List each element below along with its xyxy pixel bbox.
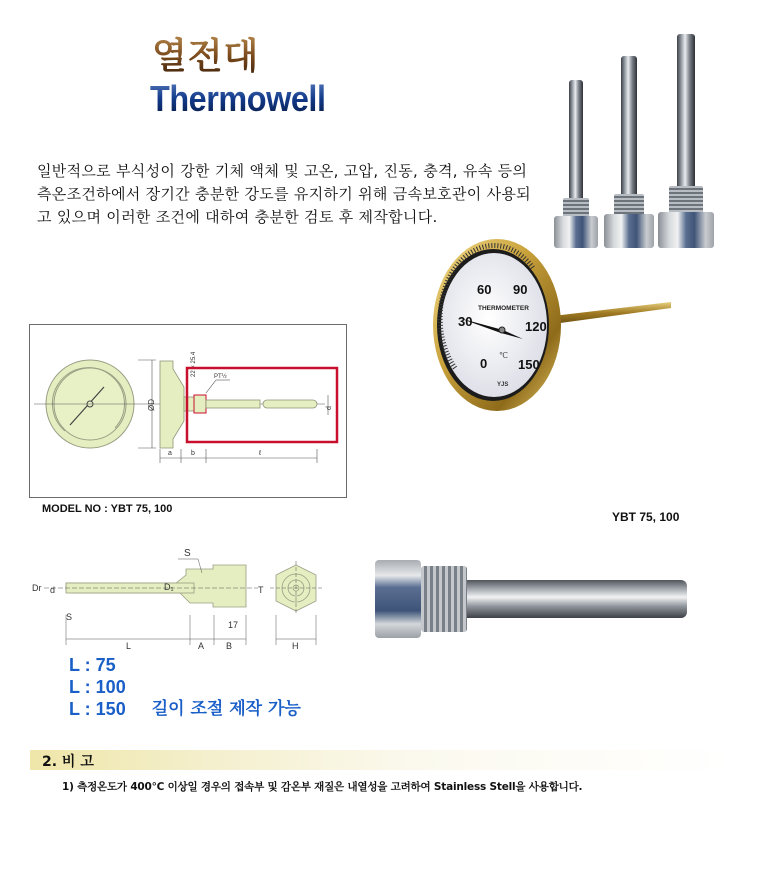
label-l: ℓ — [259, 450, 262, 457]
dimension-drawing-thermowell — [30, 545, 330, 650]
label-a: A — [198, 641, 205, 650]
length-option — [69, 676, 301, 698]
thermometer-photo — [425, 238, 675, 418]
label-b: B — [226, 641, 233, 650]
label-thread: PT½ — [214, 374, 227, 380]
label-17: 17 — [228, 620, 239, 630]
model-number: MODEL NO : YBT 75, 100 — [42, 503, 173, 515]
remarks-item: 1) 측정온도가 400℃ 이상일 경우의 접속부 및 감온부 재질은 내열성을 고려하여 Stainless Stell을 사용합니다. — [62, 781, 583, 793]
label-d-small: d — [50, 585, 56, 595]
thermowell-photo-single — [375, 558, 690, 640]
label-h: H — [292, 641, 299, 650]
scale-30: 30 — [458, 314, 473, 329]
title-korean: 열전대 — [152, 28, 259, 79]
label-t: T — [258, 585, 264, 595]
label-d: d — [326, 406, 333, 410]
label-a: a — [168, 450, 172, 457]
label-l: L — [126, 641, 132, 650]
length-note: 길이 조절 제작 가능 — [151, 699, 301, 719]
thermowell-short — [554, 80, 598, 248]
length-option — [69, 654, 301, 676]
intro-line: 고 있으며 이러한 조건에 대하여 충분한 검토 후 제작합니다. — [37, 208, 438, 226]
dimension-drawing-ybt — [29, 324, 347, 498]
thermowell-long — [658, 34, 714, 248]
brand-logo: YJS — [497, 382, 509, 388]
length-options — [69, 654, 301, 720]
thermowell-photo-group — [548, 30, 718, 250]
scale-90: 90 — [513, 282, 528, 297]
thermowell-medium — [604, 56, 654, 248]
label-dim-vertical: 22 × 25.4 — [191, 351, 197, 377]
title-english: Thermowell — [150, 78, 326, 119]
intro-paragraph — [37, 160, 531, 229]
scale-150: 150 — [518, 357, 540, 372]
remarks-header-bar — [30, 750, 730, 770]
label-dr: Dr — [32, 583, 42, 593]
length-option — [69, 698, 301, 720]
scale-0: 0 — [480, 356, 488, 371]
length-label: L : 100 — [69, 677, 126, 697]
length-label: L : 75 — [69, 655, 116, 675]
intro-line: 측온조건하에서 장기간 충분한 강도를 유지하기 위해 금속보호관이 사용되 — [37, 185, 531, 203]
label-s-bottom: S — [66, 612, 73, 622]
label-b: b — [191, 450, 195, 457]
length-label: L : 150 — [69, 699, 126, 719]
label-diameter: ØD — [147, 399, 156, 411]
face-text: THERMOMETER — [478, 305, 529, 312]
scale-120: 120 — [525, 319, 547, 334]
intro-line: 일반적으로 부식성이 강한 기체 액체 및 고온, 고압, 진동, 충격, 유속 등의 — [37, 162, 528, 180]
remarks-title: 2. 비 고 — [42, 754, 94, 770]
scale-60: 60 — [477, 282, 492, 297]
label-d1: D₁ — [164, 582, 174, 592]
thermometer-caption: YBT 75, 100 — [612, 510, 680, 524]
unit-label: ℃ — [499, 351, 508, 360]
label-s-top: S — [184, 548, 191, 559]
